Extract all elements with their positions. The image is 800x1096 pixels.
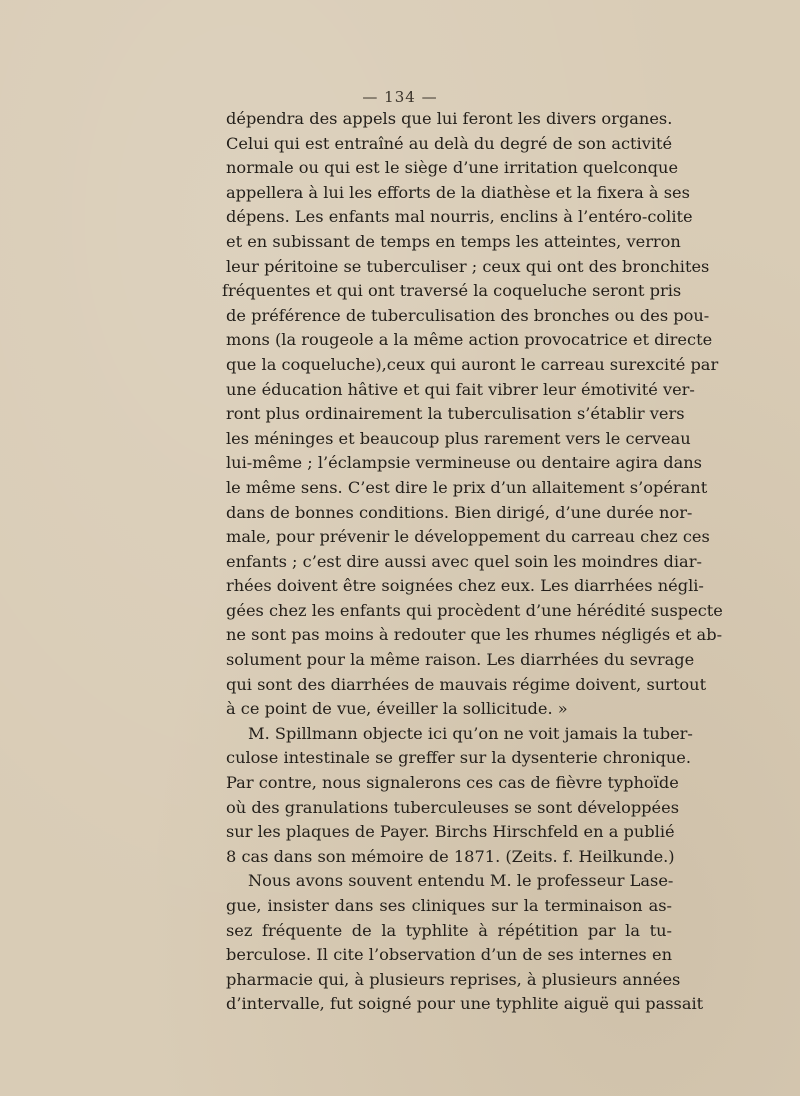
text-line: gées chez les enfants qui procèdent d’une hérédité suspecte bbox=[226, 600, 723, 620]
text-line: sez fréquente de la typhlite à répétition par la tu- bbox=[226, 920, 672, 940]
text-line: male, pour prévenir le développement du carreau chez ces bbox=[226, 527, 710, 547]
text-line: Celui qui est entraîné au delà du degré de son activité bbox=[226, 133, 673, 153]
text-line: culose intestinale se greffer sur la dysenterie chronique. bbox=[226, 748, 692, 768]
text-line: de préférence de tuberculisation des bronches ou des pou- bbox=[226, 305, 710, 325]
text-line: dépens. Les enfants mal nourris, enclins à l’entéro-colite bbox=[226, 207, 693, 227]
text-line: où des granulations tuberculeuses se sont développées bbox=[226, 797, 680, 817]
text-line: solument pour la même raison. Les diarrhées du sevrage bbox=[226, 650, 695, 670]
text-line: ne sont pas moins à redouter que les rhumes négligés et ab- bbox=[226, 625, 723, 645]
text-line: appellera à lui les efforts de la diathèse et la fixera à ses bbox=[226, 182, 690, 202]
text-line: ront plus ordinairement la tuberculisation s’établir vers bbox=[226, 404, 685, 424]
text-line: fréquentes et qui ont traversé la coqueluche seront pris bbox=[222, 281, 682, 301]
text-line: normale ou qui est le siège d’une irritation quelconque bbox=[226, 158, 679, 178]
text-line: à ce point de vue, éveiller la sollicitude. » bbox=[226, 699, 568, 719]
body-text bbox=[222, 107, 723, 1017]
text-line: berculose. Il cite l’observation d’un de ses internes en bbox=[226, 945, 672, 965]
text-line: d’intervalle, fut soigné pour une typhlite aiguë qui passait bbox=[226, 994, 704, 1014]
text-line: et en subissant de temps en temps les atteintes, verron bbox=[226, 231, 681, 251]
text-line: une éducation hâtive et qui fait vibrer leur émotivité ver- bbox=[226, 379, 695, 399]
text-line: le même sens. C’est dire le prix d’un allaitement s’opérant bbox=[226, 477, 708, 497]
text-line: rhées doivent être soignées chez eux. Les diarrhées négli- bbox=[226, 576, 704, 596]
text-line: enfants ; c’est dire aussi avec quel soin les moindres diar- bbox=[226, 551, 702, 571]
text-line: M. Spillmann objecte ici qu’on ne voit jamais la tuber- bbox=[248, 723, 693, 743]
page-number: — 134 — bbox=[362, 88, 438, 106]
text-line: pharmacie qui, à plusieurs reprises, à plusieurs années bbox=[226, 969, 681, 989]
text-line: gue, insister dans ses cliniques sur la terminaison as- bbox=[226, 896, 672, 915]
text-line: Par contre, nous signalerons ces cas de fièvre typhoïde bbox=[226, 773, 679, 793]
text-line: Nous avons souvent entendu M. le professeur Lase- bbox=[248, 871, 674, 891]
text-line: qui sont des diarrhées de mauvais régime doivent, surtout bbox=[226, 674, 707, 694]
text-line: lui-même ; l’éclampsie vermineuse ou dentaire agira dans bbox=[226, 453, 702, 473]
text-line: sur les plaques de Payer. Birchs Hirschfeld en a publié bbox=[226, 822, 675, 842]
text-line: mons (la rougeole a la même action provocatrice et directe bbox=[226, 330, 713, 350]
text-line: dans de bonnes conditions. Bien dirigé, d’une durée nor- bbox=[226, 502, 693, 522]
text-line: dépendra des appels que lui feront les divers organes. bbox=[226, 109, 673, 128]
text-line: que la coqueluche),ceux qui auront le carreau surexcité par bbox=[226, 354, 719, 374]
text-line: leur péritoine se tuberculiser ; ceux qui ont des bronchites bbox=[226, 256, 710, 276]
text-line: 8 cas dans son mémoire de 1871. (Zeits. f. Heilkunde.) bbox=[226, 846, 675, 866]
text-line: les méninges et beaucoup plus rarement vers le cerveau bbox=[226, 428, 691, 448]
